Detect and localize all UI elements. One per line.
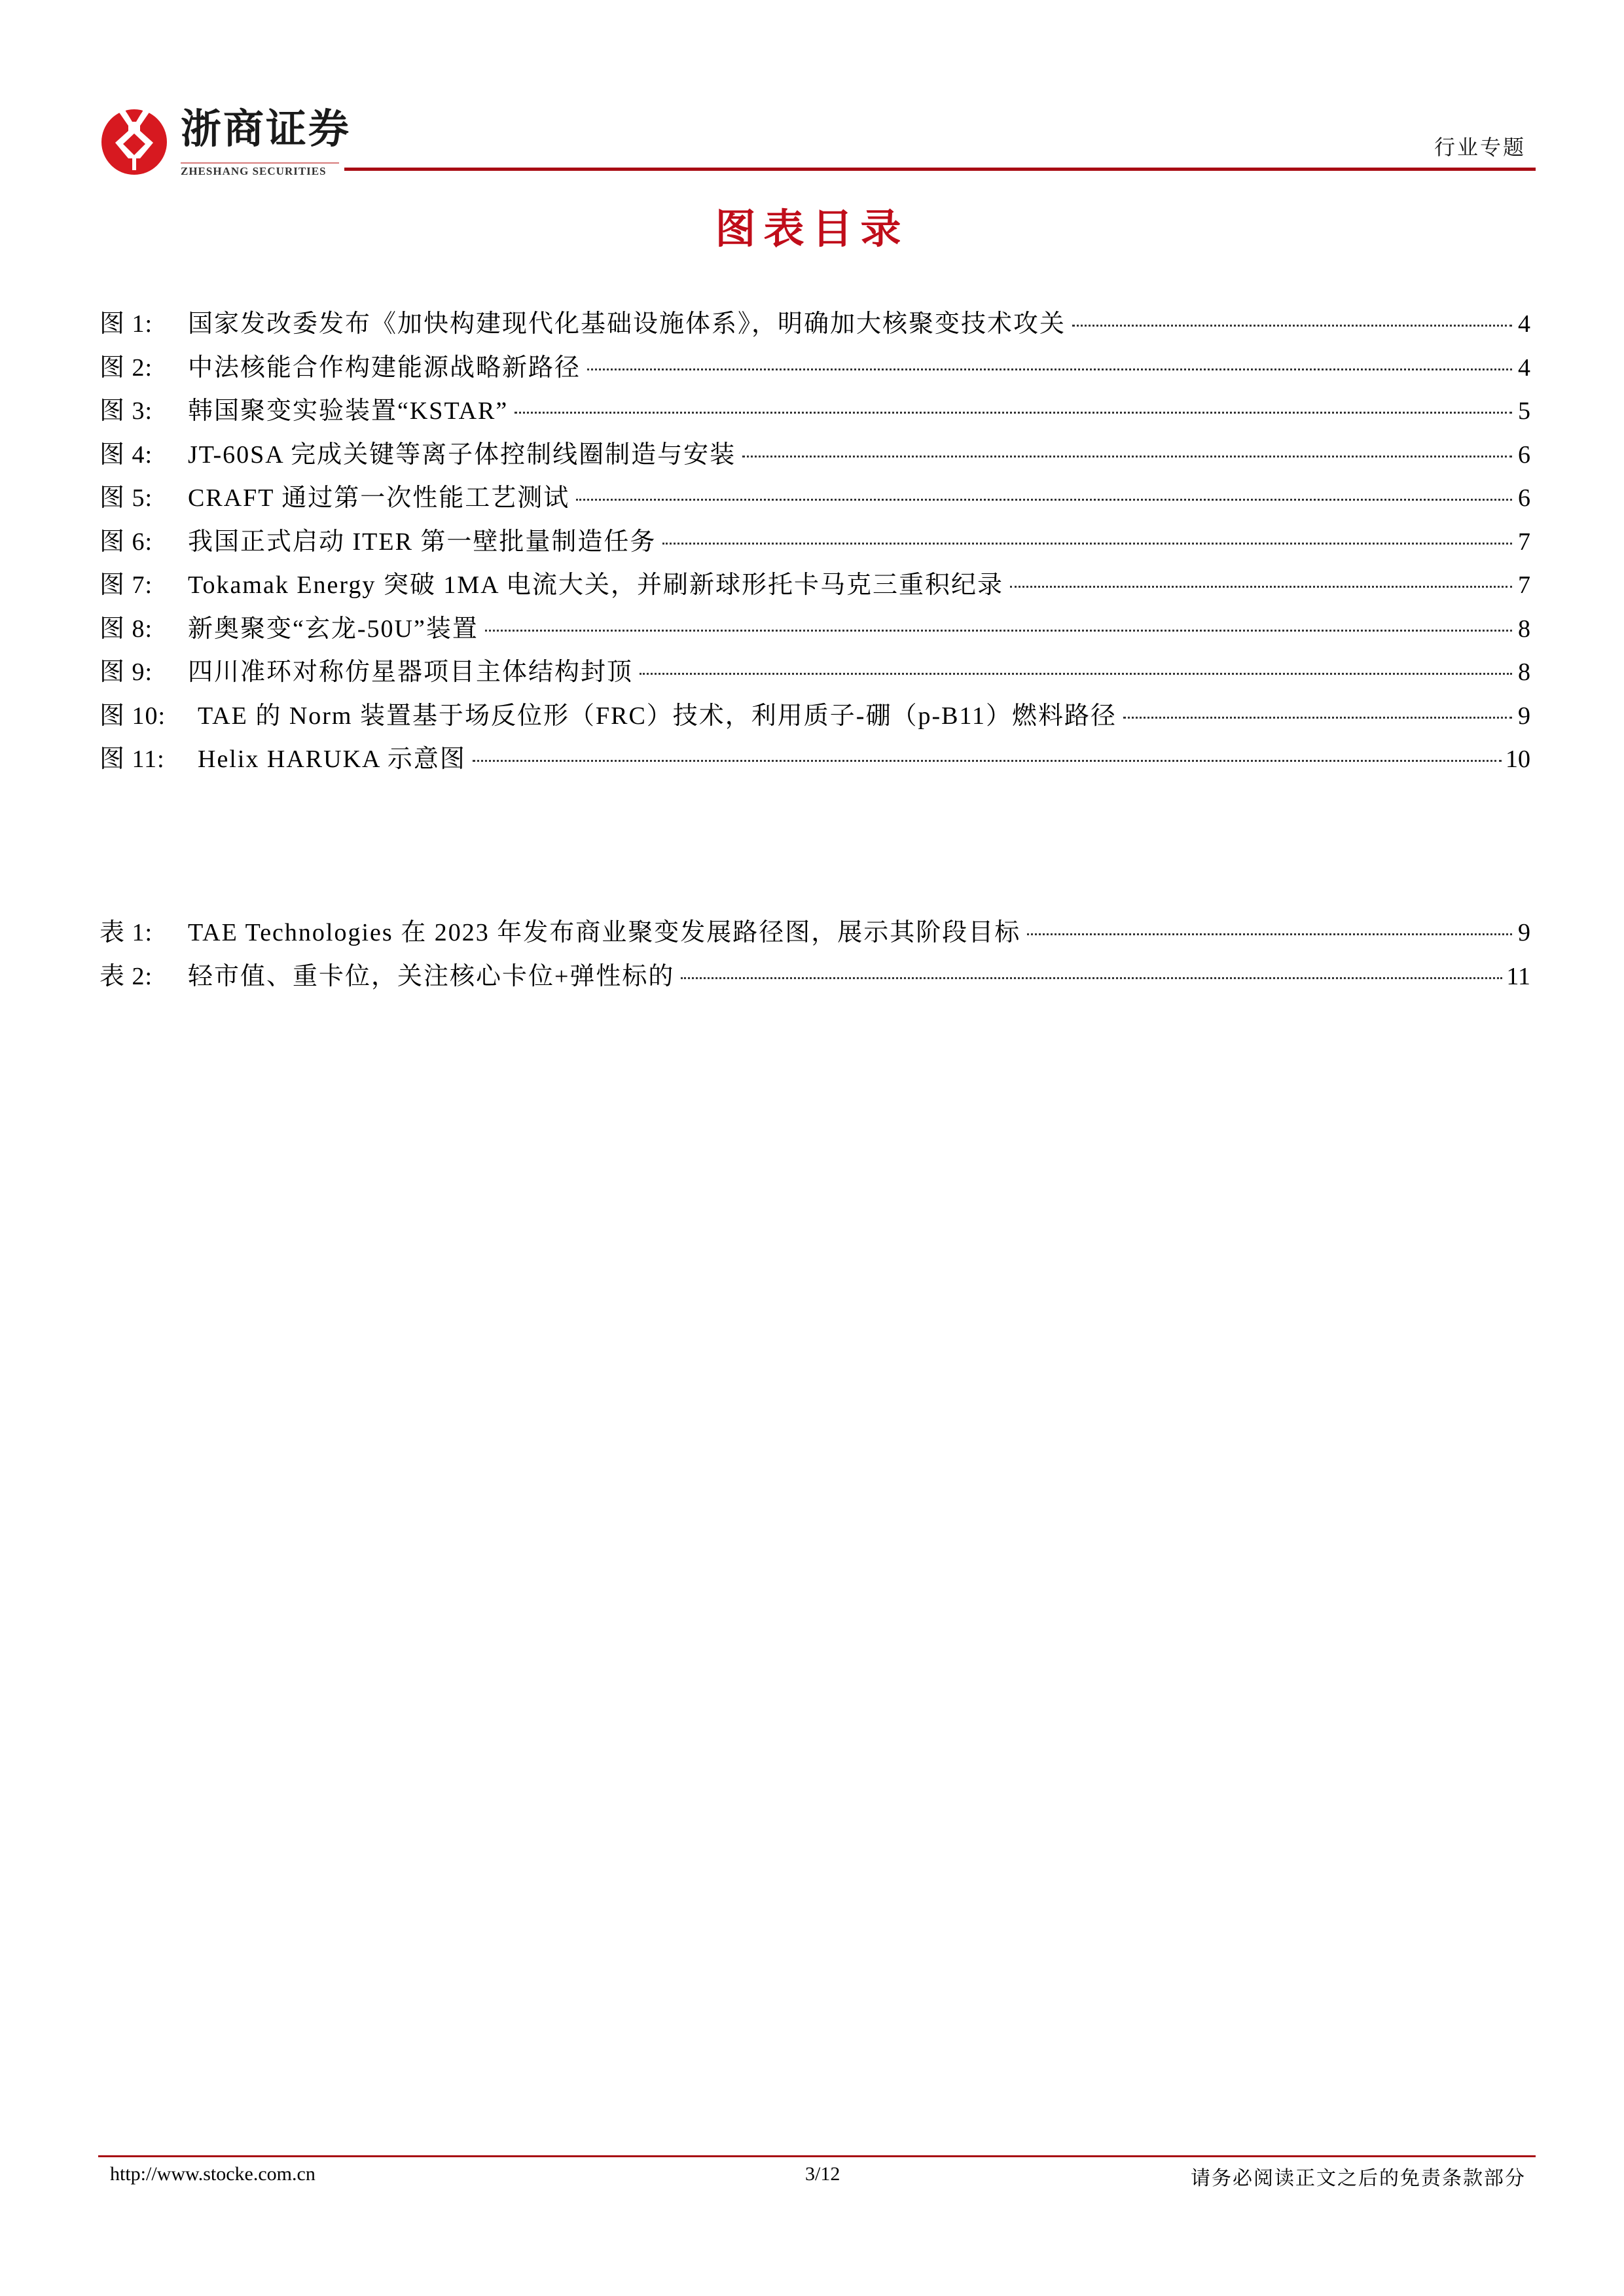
toc-entry-title[interactable]: 我国正式启动 ITER 第一壁批量制造任务 bbox=[188, 528, 657, 556]
toc-entry-page[interactable]: 5 bbox=[1518, 397, 1530, 425]
dot-leader bbox=[1027, 933, 1512, 935]
toc-entry-label: 表 2: bbox=[99, 962, 153, 990]
dot-leader bbox=[587, 368, 1512, 370]
logo-underline bbox=[181, 162, 339, 164]
toc-entry-figure-11[interactable] bbox=[99, 738, 1530, 781]
toc-entry-label: 图 3: bbox=[99, 397, 153, 425]
toc-entry-title[interactable]: Tokamak Energy 突破 1MA 电流大关，并刷新球形托卡马克三重积纪录 bbox=[188, 571, 1004, 599]
toc-entry-page[interactable]: 9 bbox=[1518, 919, 1530, 946]
toc-entry-page[interactable]: 6 bbox=[1518, 484, 1530, 512]
toc-entry-title[interactable]: CRAFT 通过第一次性能工艺测试 bbox=[188, 484, 570, 512]
toc-entry-title[interactable]: 新奥聚变“玄龙-50U”装置 bbox=[188, 615, 478, 643]
dot-leader bbox=[681, 977, 1502, 979]
toc-entry-title[interactable]: Helix HARUKA 示意图 bbox=[198, 745, 466, 773]
toc-entry-title[interactable]: 韩国聚变实验装置“KSTAR” bbox=[188, 397, 509, 425]
page-title: 图表目录 bbox=[715, 205, 909, 253]
toc-entry-label: 图 7: bbox=[99, 571, 153, 599]
toc-entry-figure-5[interactable] bbox=[99, 476, 1530, 520]
toc-entry-figure-2[interactable] bbox=[99, 346, 1530, 390]
toc-entry-figure-4[interactable] bbox=[99, 433, 1530, 477]
toc-entry-page[interactable]: 8 bbox=[1518, 615, 1530, 643]
toc-entry-figure-3[interactable] bbox=[99, 389, 1530, 433]
dot-leader bbox=[576, 499, 1512, 501]
toc-entry-title[interactable]: 中法核能合作构建能源战略新路径 bbox=[188, 353, 581, 382]
logo-name-cn: 浙商证券 bbox=[181, 105, 352, 152]
dot-leader bbox=[473, 760, 1502, 762]
toc-entry-title[interactable]: TAE 的 Norm 装置基于场反位形（FRC）技术，利用质子-硼（p-B11）燃料路径 bbox=[198, 702, 1117, 730]
toc-entry-label: 表 1: bbox=[99, 919, 153, 946]
logo-name-en: ZHESHANG SECURITIES bbox=[181, 165, 327, 177]
zheshang-logo-icon bbox=[98, 105, 170, 177]
dot-leader bbox=[1010, 586, 1512, 588]
header-divider bbox=[344, 168, 1536, 171]
toc-entry-title[interactable]: JT-60SA 完成关键等离子体控制线圈制造与安装 bbox=[188, 440, 736, 469]
toc-entry-title[interactable]: 国家发改委发布《加快构建现代化基础设施体系》，明确加大核聚变技术攻关 bbox=[188, 310, 1066, 338]
toc-entry-page[interactable]: 4 bbox=[1518, 353, 1530, 382]
dot-leader bbox=[514, 412, 1512, 414]
toc-entry-title[interactable]: 轻市值、重卡位，关注核心卡位+弹性标的 bbox=[188, 962, 675, 990]
toc-entry-label: 图 9: bbox=[99, 658, 153, 686]
dot-leader bbox=[1072, 325, 1512, 327]
dot-leader bbox=[742, 456, 1512, 457]
toc-entry-title[interactable]: 四川准环对称仿星器项目主体结构封顶 bbox=[188, 658, 634, 686]
tables-toc bbox=[99, 911, 1530, 998]
toc-entry-figure-6[interactable] bbox=[99, 520, 1530, 564]
toc-entry-page[interactable]: 9 bbox=[1518, 702, 1530, 730]
footer-divider bbox=[98, 2155, 1536, 2157]
dot-leader bbox=[485, 630, 1512, 632]
company-logo bbox=[98, 105, 352, 177]
toc-entry-page[interactable]: 4 bbox=[1518, 310, 1530, 338]
toc-entry-label: 图 4: bbox=[99, 440, 153, 469]
page-number: 3/12 bbox=[805, 2163, 840, 2185]
footer-disclaimer: 请务必阅读正文之后的免责条款部分 bbox=[1191, 2168, 1526, 2189]
footer-website-link[interactable]: http://www.stocke.com.cn bbox=[110, 2163, 316, 2185]
toc-entry-label: 图 10: bbox=[99, 702, 166, 730]
toc-entry-figure-1[interactable] bbox=[99, 302, 1530, 346]
toc-entry-label: 图 8: bbox=[99, 615, 153, 643]
toc-entry-figure-8[interactable] bbox=[99, 607, 1530, 651]
toc-entry-figure-10[interactable] bbox=[99, 694, 1530, 738]
toc-entry-page[interactable]: 6 bbox=[1518, 440, 1530, 469]
toc-entry-label: 图 2: bbox=[99, 353, 153, 382]
toc-entry-page[interactable]: 11 bbox=[1506, 962, 1530, 990]
toc-entry-page[interactable]: 10 bbox=[1506, 745, 1530, 773]
report-category: 行业专题 bbox=[1434, 135, 1526, 159]
toc-entry-figure-9[interactable] bbox=[99, 651, 1530, 694]
figures-toc bbox=[99, 302, 1530, 781]
toc-entry-label: 图 5: bbox=[99, 484, 153, 512]
toc-entry-figure-7[interactable] bbox=[99, 564, 1530, 607]
dot-leader bbox=[1123, 717, 1512, 719]
toc-entry-label: 图 1: bbox=[99, 310, 153, 338]
toc-entry-table-1[interactable] bbox=[99, 911, 1530, 955]
toc-entry-label: 图 6: bbox=[99, 528, 153, 556]
toc-entry-page[interactable]: 7 bbox=[1518, 528, 1530, 556]
toc-entry-label: 图 11: bbox=[99, 745, 165, 773]
toc-entry-page[interactable]: 7 bbox=[1518, 571, 1530, 599]
dot-leader bbox=[640, 673, 1512, 675]
dot-leader bbox=[662, 543, 1512, 545]
toc-entry-title[interactable]: TAE Technologies 在 2023 年发布商业聚变发展路径图，展示其阶段目标 bbox=[188, 919, 1021, 946]
toc-entry-page[interactable]: 8 bbox=[1518, 658, 1530, 686]
toc-entry-table-2[interactable] bbox=[99, 955, 1530, 999]
